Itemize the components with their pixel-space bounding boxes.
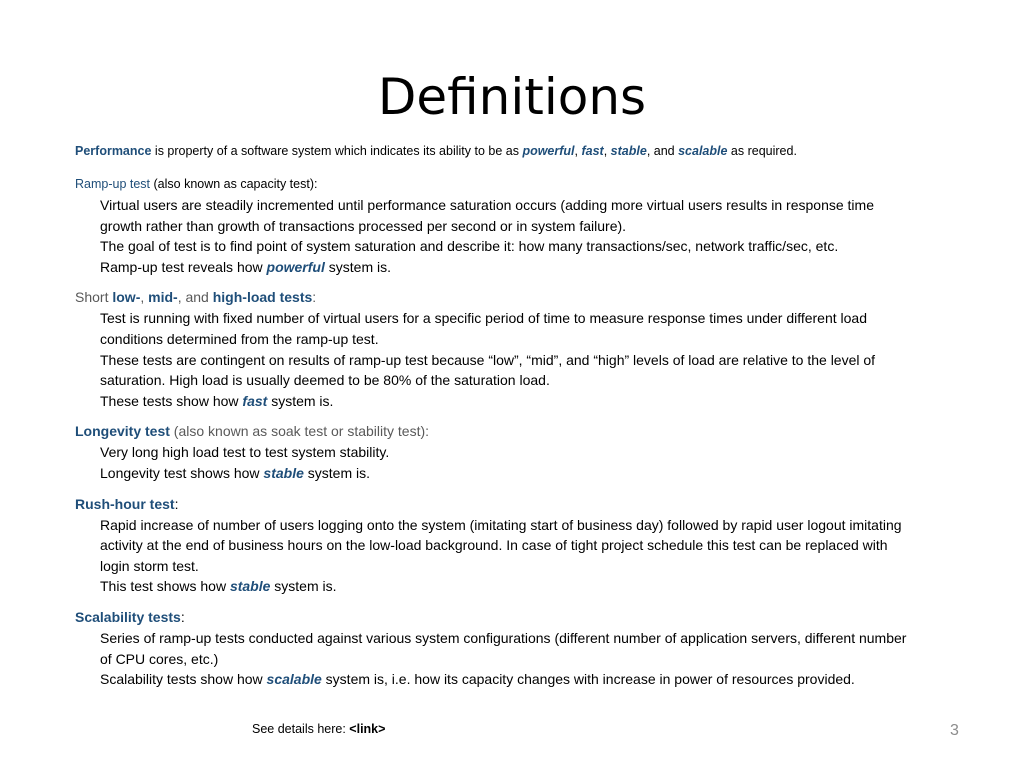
fast-word: fast xyxy=(581,144,604,158)
powerful-word: powerful xyxy=(522,144,575,158)
scalability-line: of CPU cores, etc.) xyxy=(100,650,219,667)
rampup-body xyxy=(75,195,975,277)
rushhour-line: login storm test. xyxy=(100,557,199,574)
rampup-line: growth rather than growth of transactions processed per second or in system failure). xyxy=(100,217,627,234)
summary-text: system is. xyxy=(324,258,391,275)
emphasis-word: stable xyxy=(229,578,271,595)
short-line: These tests are contingent on results of ramp-up test because “low”, “mid”, and “high” levels of load are relative to the level of xyxy=(100,351,876,368)
rampup-term: Ramp-up test xyxy=(75,177,151,191)
rushhour-term: Rush-hour test xyxy=(75,495,175,512)
summary-text: Ramp-up test reveals how xyxy=(100,258,267,275)
short-line: Test is running with fixed number of virtual users for a specific period of time to measure response times under different load xyxy=(100,310,868,327)
low-term: low- xyxy=(112,289,141,306)
colon: : xyxy=(312,289,317,306)
colon: : xyxy=(174,495,179,512)
rampup-heading xyxy=(75,174,975,195)
short-tests-heading xyxy=(75,287,975,308)
rushhour-line: Rapid increase of number of users logging onto the system (imitating start of business day) followed by rapid user logout imitating xyxy=(100,516,902,533)
longevity-heading xyxy=(75,421,975,442)
slide-title: Definitions xyxy=(377,68,647,126)
summary-text: system is. xyxy=(303,464,371,481)
separator: , and xyxy=(177,289,213,306)
rampup-line: Virtual users are steadily incremented until performance saturation occurs (adding more virtual users results in response time xyxy=(100,197,874,213)
longevity-body xyxy=(75,442,975,483)
summary-text: Longevity test shows how xyxy=(100,464,264,481)
definitions-content xyxy=(75,140,975,690)
performance-term: Performance xyxy=(75,144,152,158)
short-line: conditions determined from the ramp-up test. xyxy=(100,330,379,347)
rushhour-summary xyxy=(100,576,975,597)
separator: , xyxy=(574,144,582,158)
scalability-line: Series of ramp-up tests conducted against various system configurations (different number of application servers, different number xyxy=(100,629,907,646)
colon: : xyxy=(180,608,185,625)
separator: , and xyxy=(646,144,679,158)
separator: , xyxy=(603,144,611,158)
scalability-heading xyxy=(75,607,975,628)
footer-label: See details here: xyxy=(252,722,350,736)
rushhour-line: activity at the end of business hours on the low-load background. In case of tight project schedule this test can be replaced with xyxy=(100,537,888,554)
separator: , xyxy=(140,289,149,306)
performance-text-2: as required. xyxy=(727,144,797,158)
details-link[interactable]: <link> xyxy=(349,722,386,736)
emphasis-word: scalable xyxy=(266,671,322,688)
summary-text: Scalability tests show how xyxy=(100,671,267,688)
emphasis-word: stable xyxy=(263,464,304,481)
scalability-term: Scalability tests xyxy=(75,608,181,625)
high-load-term: high-load tests xyxy=(212,289,313,306)
short-line: saturation. High load is usually deemed to be 80% of the saturation load. xyxy=(100,372,550,389)
emphasis-word: powerful xyxy=(266,258,325,275)
summary-text: These tests show how xyxy=(100,392,243,409)
longevity-suffix: (also known as soak test or stability test): xyxy=(169,423,430,440)
short-tests-body xyxy=(75,308,975,411)
scalability-body xyxy=(75,628,975,690)
rushhour-heading xyxy=(75,494,975,515)
short-prefix: Short xyxy=(75,289,113,306)
rampup-line: The goal of test is to find point of system saturation and describe it: how many transactions/sec, network traffic/sec, etc. xyxy=(100,238,839,255)
rushhour-body xyxy=(75,515,975,597)
summary-text: system is, i.e. how its capacity changes with increase in power of resources provided. xyxy=(321,671,855,688)
page-number: 3 xyxy=(950,722,959,739)
summary-text: system is. xyxy=(270,578,337,595)
rampup-summary xyxy=(100,257,975,278)
longevity-line: Very long high load test to test system stability. xyxy=(100,444,390,461)
mid-term: mid- xyxy=(148,289,178,306)
rampup-suffix: (also known as capacity test): xyxy=(150,177,318,191)
scalability-summary xyxy=(100,669,975,690)
summary-text: system is. xyxy=(267,392,334,409)
performance-text-1: is property of a software system which indicates its ability to be as xyxy=(151,144,523,158)
summary-text: This test shows how xyxy=(100,578,230,595)
longevity-summary xyxy=(100,463,975,484)
short-summary xyxy=(100,391,975,412)
stable-word: stable xyxy=(610,144,647,158)
scalable-word: scalable xyxy=(678,144,728,158)
footer-details xyxy=(252,720,385,738)
performance-definition xyxy=(75,140,975,162)
emphasis-word: fast xyxy=(242,392,268,409)
longevity-term: Longevity test xyxy=(75,423,170,440)
